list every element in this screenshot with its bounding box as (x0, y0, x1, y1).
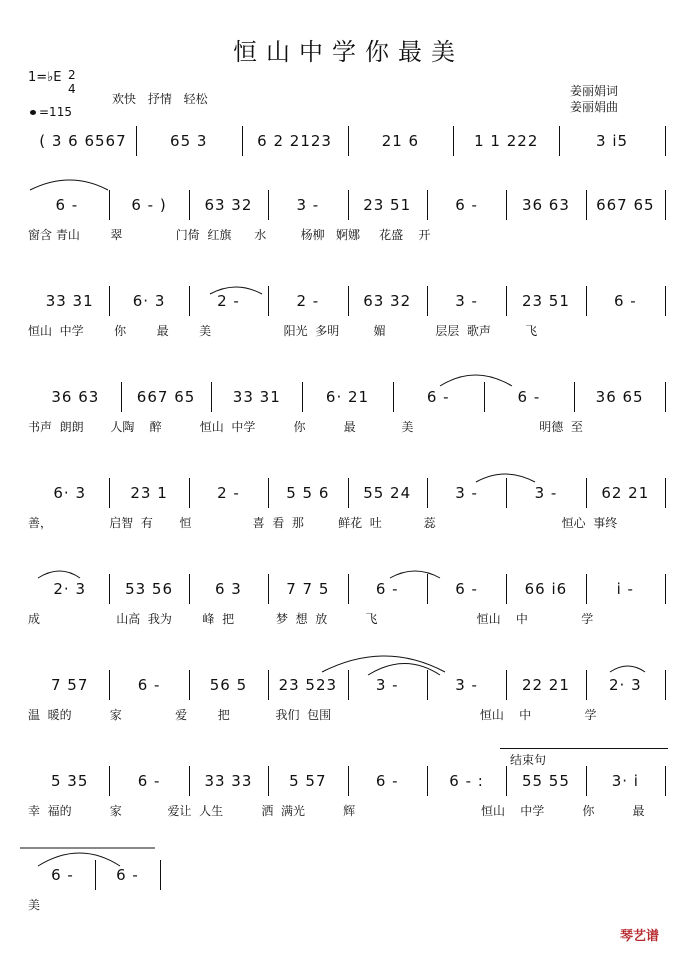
tempo-mark (30, 105, 72, 119)
lyrics-line: 幸 福的 家 爱让 人生 洒 满光 辉 恒山 中学 你 最 (28, 804, 645, 818)
measure: 5 5 6 (286, 484, 330, 502)
slur (30, 180, 108, 190)
measure: 667 65 (136, 388, 196, 406)
measure: 3 - (455, 292, 478, 310)
bar-line (665, 766, 666, 796)
measure: 6 - (455, 196, 478, 214)
measure: 36 65 (595, 388, 644, 406)
lyricist-credit: 姜丽娟词 (570, 84, 619, 98)
measure: 7 7 5 (286, 580, 330, 598)
measure: i - (616, 580, 634, 598)
measure: 6· 21 (325, 388, 370, 406)
song-title: 恒山中学你最美 (233, 38, 464, 66)
measure: 6 - (51, 866, 74, 884)
composer-credit: 姜丽娟曲 (570, 100, 619, 114)
quarter-note-icon (30, 110, 36, 115)
measure: 6· 3 (132, 292, 166, 310)
measure: 23 51 (363, 196, 412, 214)
measure: 3 - (296, 196, 320, 214)
measure: 23 1 (130, 484, 168, 502)
measure: 3· i (611, 772, 639, 790)
measure: 23 51 (521, 292, 570, 310)
measure: 22 21 (521, 676, 570, 694)
site-logo (620, 925, 659, 944)
measure: 53 56 (125, 580, 174, 598)
measure: 5 57 (289, 772, 327, 790)
lyrics-line: 窗含 青山 翠 门倚 红旗 水 杨柳 婀娜 花盛 开 (28, 228, 431, 242)
lyrics-line: 恒山 中学 你 最 美 阳光 多明 媚 层层 歌声 飞 (28, 324, 538, 338)
measure: 62 21 (601, 484, 650, 502)
bar-line (665, 574, 666, 604)
measure: 6 - (613, 292, 637, 310)
time-signature (68, 68, 76, 96)
measure: ( 3 6 6567 (39, 132, 127, 150)
time-bottom: 4 (68, 82, 76, 96)
measure: 36 63 (521, 196, 570, 214)
measure: 6 - (375, 580, 399, 598)
measure: 33 33 (204, 772, 253, 790)
measure: 2 - (217, 484, 240, 502)
measure: 36 63 (51, 388, 100, 406)
measure: 6 - (455, 580, 478, 598)
measure: 56 5 (209, 676, 248, 694)
measure: 3 - (455, 676, 478, 694)
measure: 66 i6 (524, 580, 568, 598)
measure: 33 31 (232, 388, 281, 406)
measure: 2 - (217, 292, 240, 310)
lyrics-line: 温 暖的 家 爱 把 我们 包围 恒山 中 学 (28, 708, 597, 722)
measure: 3 i5 (596, 132, 629, 150)
measure: 23 523 (278, 676, 338, 694)
measure: 6 - (137, 772, 161, 790)
measure: 2· 3 (609, 676, 642, 694)
slur (390, 571, 440, 578)
slur (38, 571, 80, 578)
measure: 3 - (534, 484, 558, 502)
bar-line (665, 670, 666, 700)
bar-line (665, 382, 666, 412)
measure: 55 55 (521, 772, 570, 790)
bar-line (665, 126, 666, 156)
measure: 21 6 (381, 132, 420, 150)
measure: 6 - (55, 196, 84, 214)
lyrics-line: 美 (28, 898, 41, 912)
logo-text: 琴艺谱 (620, 929, 660, 944)
measure: 6 3 (215, 580, 242, 598)
measure: 6 - (426, 388, 450, 406)
measure: 63 32 (204, 196, 253, 214)
measure: 6 - ) (131, 196, 167, 214)
time-top: 2 (68, 68, 76, 82)
measure: 33 31 (45, 292, 94, 310)
expression-mark: 欢快 抒情 轻松 (112, 92, 208, 106)
ending-label: 结束句 (510, 753, 547, 767)
ending-bracket (500, 748, 668, 749)
slur (368, 664, 440, 676)
bar-line (160, 860, 161, 890)
measure: 55 24 (363, 484, 412, 502)
bar-line (665, 190, 666, 220)
measure: 6 - (116, 866, 139, 884)
lyrics-line: 书声 朗朗 人陶 醉 恒山 中学 你 最 美 明德 至 (28, 420, 583, 434)
slur (610, 666, 645, 672)
measure: 1 1 222 (474, 132, 539, 150)
measure: 3 - (375, 676, 399, 694)
measure: 3 - (455, 484, 478, 502)
key-label: 1=♭E (28, 70, 62, 85)
measure: 63 32 (363, 292, 412, 310)
measure: 6 - (517, 388, 541, 406)
measure: 6 - (137, 676, 161, 694)
measure: 6 - : (449, 772, 484, 790)
slur (440, 375, 512, 386)
measure: 6· 3 (53, 484, 86, 502)
measure: 6 2 2123 (257, 132, 332, 150)
slur (38, 853, 120, 866)
bar-line (665, 478, 666, 508)
measure: 65 3 (170, 132, 208, 150)
measure: 2· 3 (53, 580, 86, 598)
bar-line (665, 286, 666, 316)
measure: 667 65 (596, 196, 655, 214)
measure: 6 - (375, 772, 399, 790)
measure: 2 - (296, 292, 320, 310)
lyrics-line: 成 山高 我为 峰 把 梦 想 放 飞 恒山 中 学 (28, 612, 594, 626)
tempo-value: =115 (39, 105, 72, 119)
key-signature (28, 68, 76, 96)
measure: 7 57 (50, 676, 89, 694)
measure: 5 35 (50, 772, 89, 790)
lyrics-line: 善， 启智 有 恒 喜 看 那 鲜花 吐 蕊 恒心 事终 (28, 516, 618, 530)
